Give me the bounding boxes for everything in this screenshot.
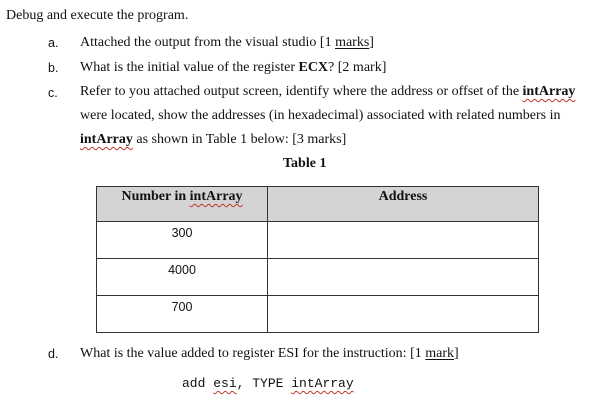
address-table (96, 186, 539, 333)
item-c-line-1 (80, 84, 575, 100)
item-d-text-end: ] (454, 346, 459, 361)
item-c-line-3 (80, 132, 346, 148)
item-d-mark-link: mark (425, 346, 455, 361)
code-register: esi (213, 376, 237, 391)
table-row (97, 296, 539, 333)
header-address: Address (268, 187, 539, 222)
table-caption: Table 1 (283, 156, 327, 171)
instruction-heading: Debug and execute the program. (6, 8, 189, 23)
code-intarray-term: intArray (291, 376, 354, 391)
number-cell: 4000 (97, 259, 268, 296)
item-a-text (80, 35, 374, 51)
address-cell (268, 259, 539, 296)
item-d-text (80, 346, 459, 362)
item-b-text-end: ? [2 mark] (328, 60, 387, 75)
item-a-marks-link: marks (335, 35, 370, 50)
item-b-text-start: What is the initial value of the register (80, 60, 299, 75)
table-header-row (97, 187, 539, 222)
item-b-register-name: ECX (298, 60, 329, 75)
item-c-line-2: were located, show the addresses (in hexadecimal) associated with related numbers in (80, 108, 561, 123)
table-row (97, 222, 539, 259)
address-cell (268, 296, 539, 333)
item-c-intarray-term-2: intArray (80, 132, 133, 147)
item-b-marker: b. (48, 61, 59, 75)
item-c-line-1-text: Refer to you attached output screen, identify where the address or offset of the (80, 84, 523, 99)
header-number-label: Number in (121, 189, 190, 204)
item-c-line-3-text: as shown in Table 1 below: [3 marks] (132, 132, 347, 147)
item-c-intarray-term: intArray (522, 84, 576, 99)
item-d-text-start: What is the value added to register ESI for the instruction: [1 (80, 346, 426, 361)
item-a-text-start: Attached the output from the visual studio [1 (80, 35, 336, 50)
header-number-in-intarray (97, 187, 268, 222)
item-c-marker: c. (48, 86, 58, 100)
number-cell: 700 (97, 296, 268, 333)
code-type-operator: , TYPE (236, 376, 292, 391)
table-row (97, 259, 539, 296)
address-cell (268, 222, 539, 259)
code-instruction (182, 376, 354, 391)
header-intarray-term: intArray (189, 189, 243, 204)
number-cell: 300 (97, 222, 268, 259)
item-a-text-end: ] (369, 35, 374, 50)
item-b-text (80, 60, 386, 76)
item-d-marker: d. (48, 347, 59, 361)
item-a-marker: a. (48, 36, 59, 50)
code-opcode: add (182, 376, 214, 391)
